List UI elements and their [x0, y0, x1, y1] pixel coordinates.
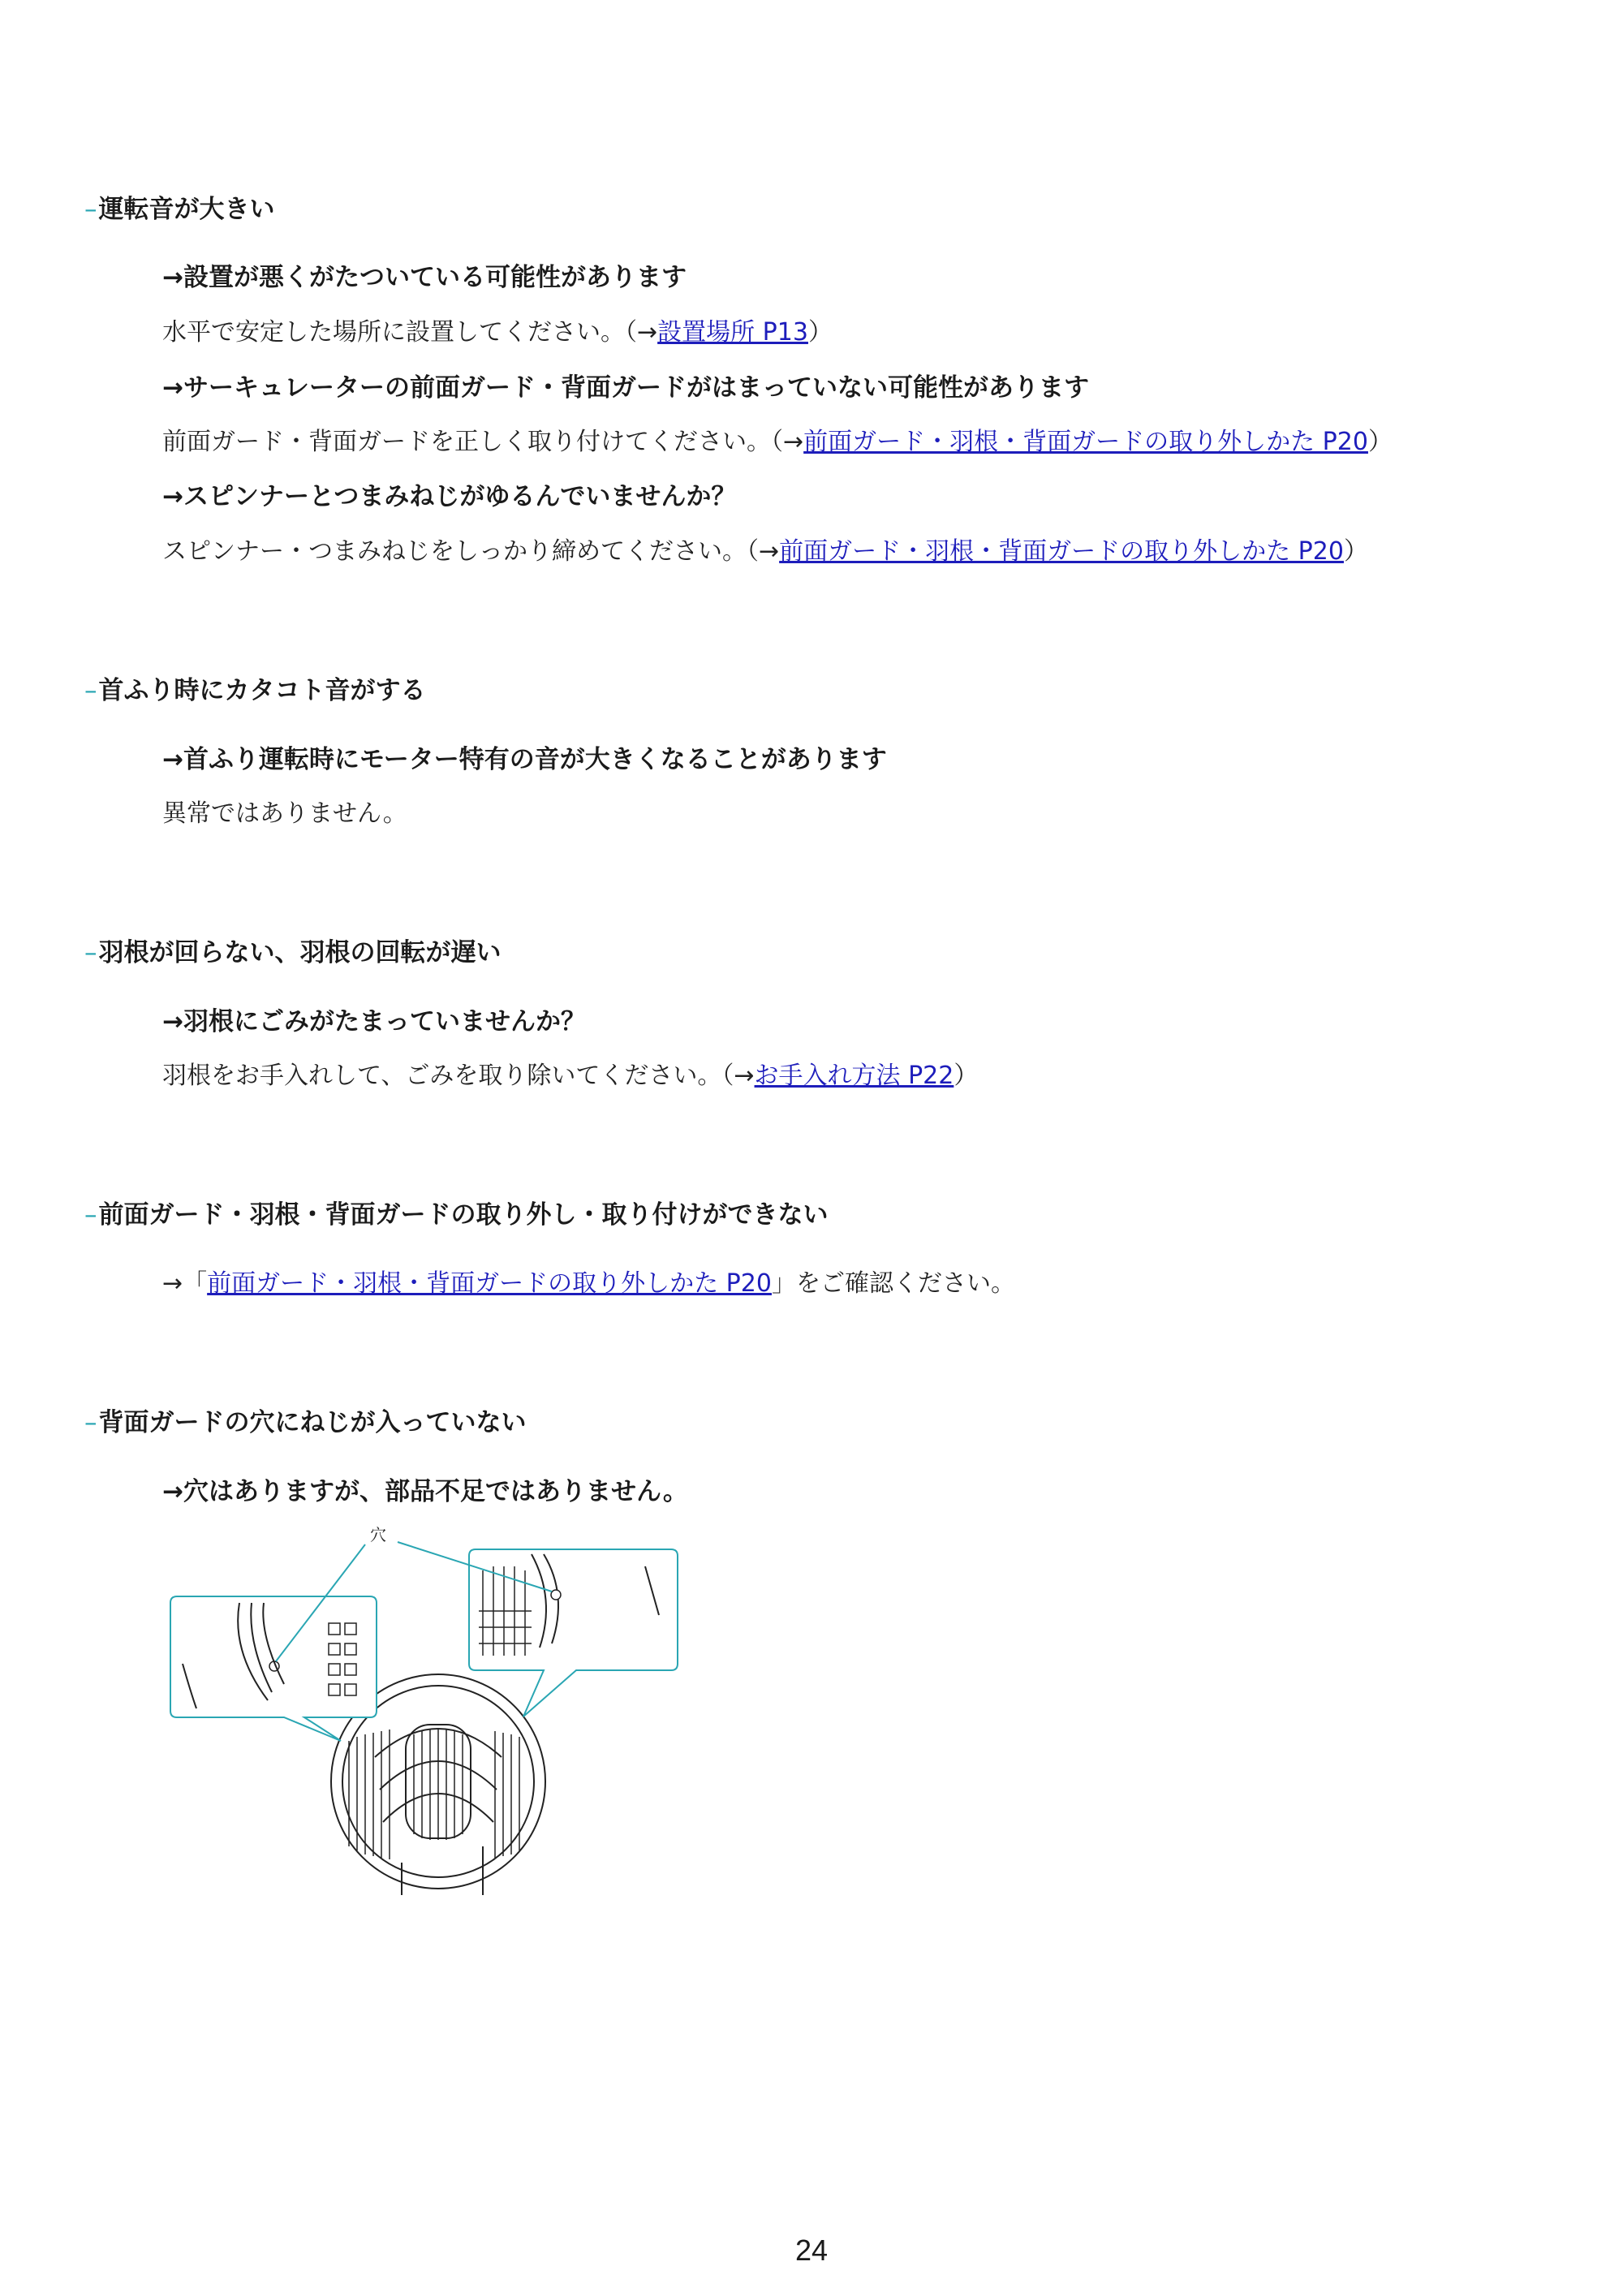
cause-text: →首ふり運転時にモーター特有の音が大きくなることがあります	[162, 745, 887, 774]
heading-dash: –	[84, 676, 97, 705]
heading-dash: –	[84, 938, 97, 967]
rear-guard-figure	[162, 1522, 682, 1895]
cause-text: →羽根にごみがたまっていませんか？	[162, 1007, 586, 1036]
remedy-text: 前面ガード・背面ガードを正しく取り付けてください。（→前面ガード・羽根・背面ガードの取り外しかた P20）	[162, 428, 1393, 456]
cause-text: →設置が悪くがたついている可能性があります	[162, 263, 687, 292]
remedy-text: 水平で安定した場所に設置してください。（→設置場所 P13）	[162, 318, 833, 347]
link-guard-removal-p20[interactable]: 前面ガード・羽根・背面ガードの取り外しかた P20	[207, 1269, 772, 1298]
remedy-text: 羽根をお手入れして、ごみを取り除いてください。（→お手入れ方法 P22）	[162, 1062, 979, 1090]
cause-text: →穴はありますが、部品不足ではありません。	[162, 1477, 688, 1506]
section-heading-rear-guard-hole: –背面ガードの穴にねじが入っていない	[84, 1408, 527, 1437]
section-heading-oscillation-noise: –首ふり時にカタコト音がする	[84, 676, 426, 705]
hole-label: 穴	[370, 1525, 386, 1544]
link-guard-removal-p20[interactable]: 前面ガード・羽根・背面ガードの取り外しかた P20	[779, 537, 1344, 566]
link-installation-p13[interactable]: 設置場所 P13	[657, 318, 808, 347]
section-heading-noise: –運転音が大きい	[84, 195, 275, 224]
page-number: 24	[794, 2234, 829, 2267]
section-heading-blade: –羽根が回らない、羽根の回転が遅い	[84, 938, 502, 967]
cause-text: →スピンナーとつまみねじがゆるんでいませんか？	[162, 482, 737, 511]
heading-dash: –	[84, 195, 97, 224]
link-cleaning-p22[interactable]: お手入れ方法 P22	[754, 1062, 954, 1090]
remedy-text: 異常ではありません。	[162, 799, 407, 828]
remedy-text: スピンナー・つまみねじをしっかり締めてください。（→前面ガード・羽根・背面ガードの取り外しかた P20）	[162, 537, 1368, 566]
heading-dash: –	[84, 1408, 97, 1437]
remedy-text: →「前面ガード・羽根・背面ガードの取り外しかた P20」をご確認ください。	[162, 1269, 1015, 1298]
link-guard-removal-p20[interactable]: 前面ガード・羽根・背面ガードの取り外しかた P20	[803, 428, 1368, 456]
cause-text: →サーキュレーターの前面ガード・背面ガードがはまっていない可能性があります	[162, 373, 1089, 403]
heading-dash: –	[84, 1200, 97, 1230]
rear-guard-illustration	[162, 1522, 682, 1895]
section-heading-attach: –前面ガード・羽根・背面ガードの取り外し・取り付けができない	[84, 1200, 829, 1230]
